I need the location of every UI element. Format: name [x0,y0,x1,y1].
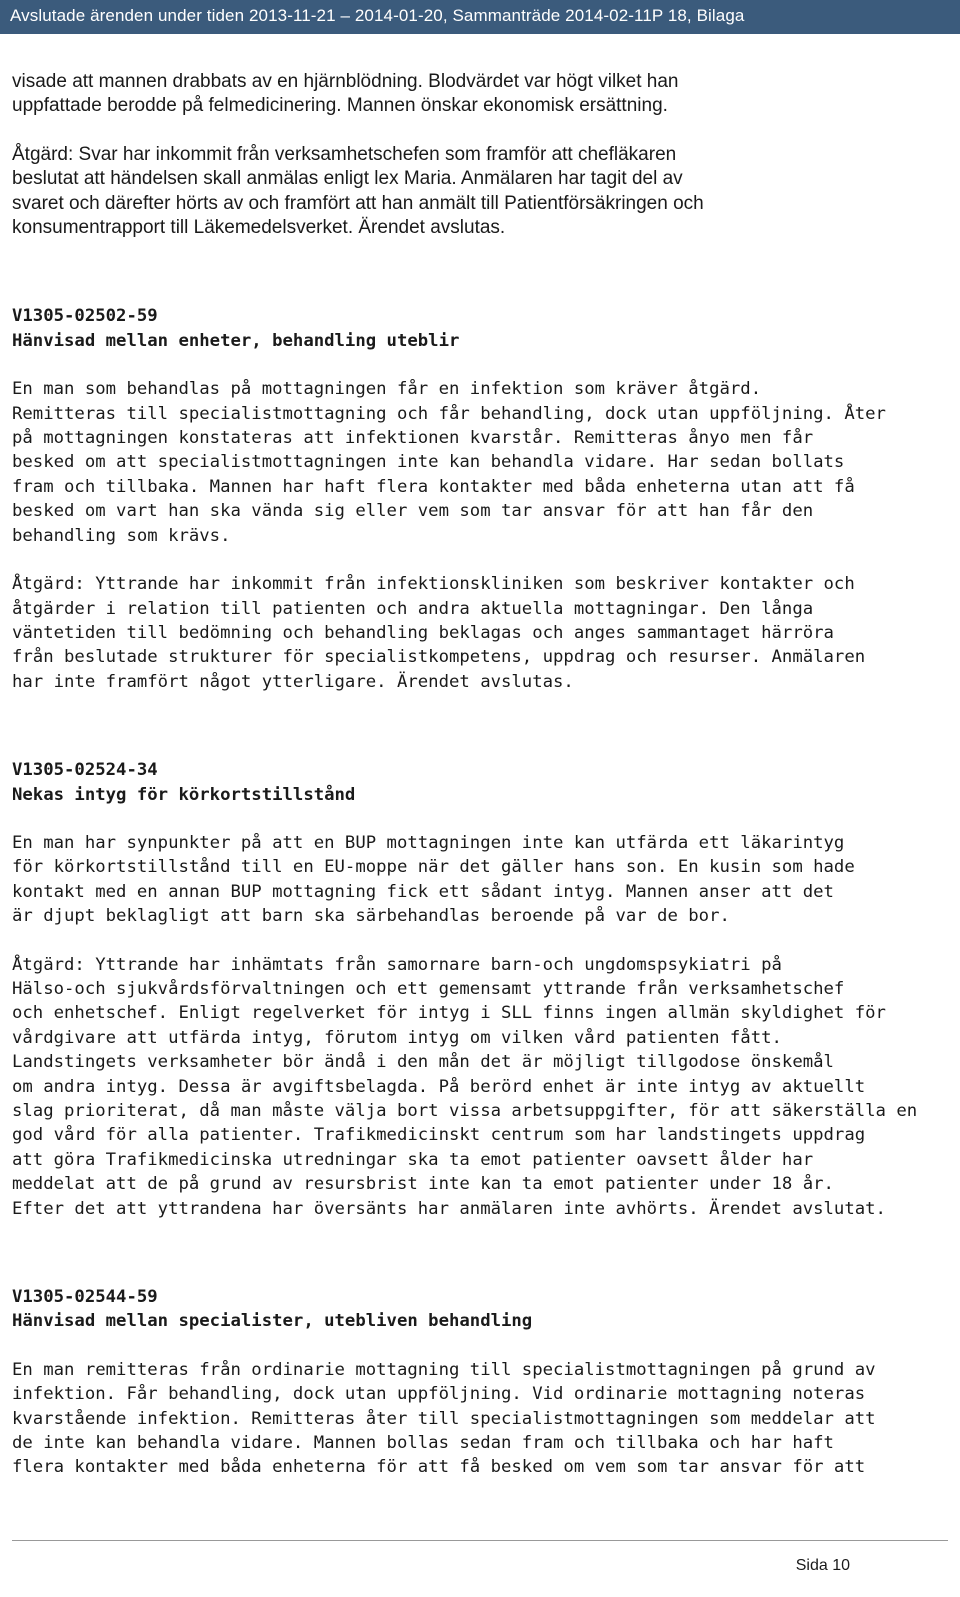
text-line: beslutat att händelsen skall anmälas enligt lex Maria. Anmälaren har tagit del av [12,168,683,190]
case-id: V1305-02524-34 [12,760,158,781]
case-section [12,1285,942,1480]
text-line: från beslutade strukturer för specialistkompetens, uppdrag och resurser. Anmälaren [12,647,866,668]
footer-divider [12,1540,948,1541]
case-id: V1305-02544-59 [12,1287,158,1308]
text-line: Remitteras till specialistmottagning och får behandling, dock utan uppföljning. Åter [12,403,886,424]
text-line: slag prioriterat, då man måste välja bort vissa arbetsuppgifter, för att säkerställa en [12,1101,918,1121]
text-line: meddelat att de på grund av resursbrist inte kan ta emot patienter under 18 år. [12,1174,834,1195]
text-line: väntetiden till bedömning och behandling beklagas och anges sammantaget härröra [12,622,834,643]
text-line: behandling som krävs. [12,525,231,546]
text-line: infektion. Får behandling, dock utan uppföljning. Vid ordinarie mottagning noteras [12,1384,866,1405]
text-line: konsumentrapport till Läkemedelsverket. Ärendet avslutas. [12,217,506,239]
case-title: Nekas intyg för körkortstillstånd [12,784,356,805]
text-line: vårdgivare att utfärda intyg, förutom intyg om vilken vård patienten fått. [12,1027,782,1048]
text-line: om andra intyg. Dessa är avgiftsbelagda. På berörd enhet är inte intyg av aktuellt [12,1076,866,1097]
case-description [12,377,942,548]
page-number: Sida 10 [795,1557,850,1574]
text-line: på mottagningen konstateras att infektionen kvarstår. Remitteras ånyo men får [12,428,814,449]
case-title: Hänvisad mellan enheter, behandling uteblir [12,330,460,351]
text-line: Åtgärd: Svar har inkommit från verksamhetschefen som framför att chefläkaren [12,143,677,165]
text-line: att göra Trafikmedicinska utredningar ska ta emot patienter oavsett ålder har [12,1149,814,1170]
case-action [12,953,942,1221]
text-line: svaret och därefter hörts av och framfört att han anmält till Patientförsäkringen och [12,192,704,214]
text-line: de inte kan behandla vidare. Mannen bollas sedan fram och tillbaka och har haft [12,1433,834,1454]
page-header [0,0,960,34]
text-line: Åtgärd: Yttrande har inkommit från infektionskliniken som beskriver kontakter och [12,574,855,595]
text-line: Åtgärd: Yttrande har inhämtats från samornare barn-och ungdomspsykiatri på [12,954,782,975]
case-action [12,572,942,694]
intro-paragraph-2 [12,143,942,241]
text-line: Efter det att yttrandena har översänts har anmälaren inte avhörts. Ärendet avslutat. [12,1198,886,1219]
text-line: besked om att specialistmottagningen inte kan behandla vidare. Har sedan bollats [12,452,845,473]
text-line: Landstingets verksamheter bör ändå i den mån det är möjligt tillgodose önskemål [12,1052,834,1073]
text-line: kontakt med en annan BUP mottagning fick ett sådant intyg. Mannen anser att det [12,881,834,902]
text-line: flera kontakter med båda enheterna för att få besked om vem som tar ansvar för att [12,1457,866,1478]
document-body [12,70,942,1480]
case-section [12,304,942,694]
text-line: god vård för alla patienter. Trafikmedicinskt centrum som har landstingets uppdrag [12,1125,866,1146]
text-line: fram och tillbaka. Mannen har haft flera kontakter med båda enheterna utan att få [12,476,855,497]
text-line: för körkortstillstånd till en EU-moppe när det gäller hans son. En kusin som hade [12,857,855,878]
text-line: åtgärder i relation till patienten och andra aktuella mottagningar. Den långa [12,598,814,619]
text-line: En man har synpunkter på att en BUP mottagningen inte kan utfärda ett läkarintyg [12,832,845,853]
text-line: och enhetschef. Enligt regelverket för intyg i SLL finns ingen allmän skyldighet för [12,1003,886,1024]
text-line: har inte framfört något ytterligare. Ärendet avslutas. [12,671,574,692]
case-id: V1305-02502-59 [12,306,158,327]
case-description [12,831,942,929]
page-header-title: Avslutade ärenden under tiden 2013-11-21 – 2014-01-20, Sammanträde 2014-02-11P 18, Bilaga [10,6,745,25]
case-description [12,1358,942,1480]
intro-paragraph-1 [12,70,942,119]
text-line: En man som behandlas på mottagningen får en infektion som kräver åtgärd. [12,379,762,400]
text-line: kvarstående infektion. Remitteras åter till specialistmottagningen som meddelar att [12,1408,876,1429]
case-title: Hänvisad mellan specialister, utebliven behandling [12,1311,533,1332]
text-line: uppfattade berodde på felmedicinering. Mannen önskar ekonomisk ersättning. [12,95,668,117]
text-line: besked om vart han ska vända sig eller vem som tar ansvar för att han får den [12,501,814,522]
text-line: Hälso-och sjukvårdsförvaltningen och ett gemensamt yttrande från verksamhetschef [12,978,845,999]
text-line: En man remitteras från ordinarie mottagning till specialistmottagningen på grund av [12,1359,876,1380]
text-line: visade att mannen drabbats av en hjärnblödning. Blodvärdet var högt vilket han [12,71,679,92]
text-line: är djupt beklagligt att barn ska särbehandlas beroende på var de bor. [12,906,730,927]
case-section [12,758,942,1221]
